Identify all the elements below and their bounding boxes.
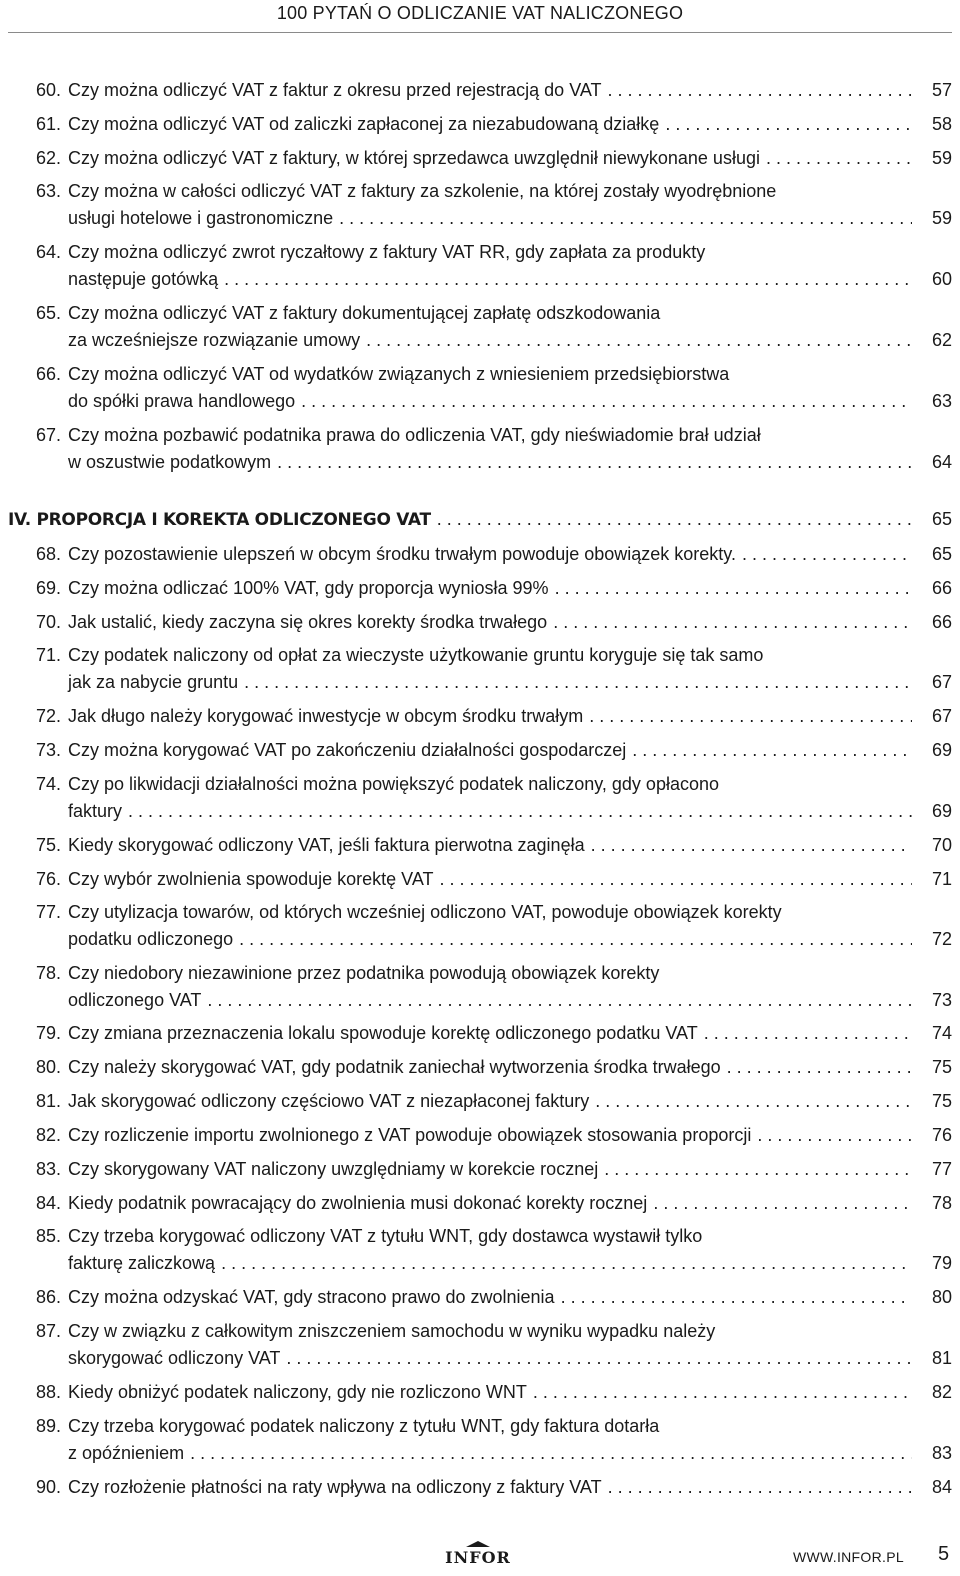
dot-leader (533, 1379, 912, 1406)
dot-leader (128, 798, 912, 825)
entry-title-line: Czy trzeba korygować odliczony VAT z tytułu WNT, gdy dostawca wystawił tylko (68, 1226, 703, 1246)
toc-entry[interactable] (36, 960, 952, 1014)
dot-leader (221, 1250, 912, 1277)
entry-title-line: Czy podatek naliczony od opłat za wieczyste użytkowanie gruntu koryguje się tak samo (68, 645, 764, 665)
toc-entry[interactable] (36, 1284, 952, 1311)
entry-number: 82. (36, 1125, 62, 1145)
toc-entry[interactable] (36, 1156, 952, 1183)
toc-entry[interactable] (36, 1088, 952, 1115)
toc-entry[interactable] (36, 1413, 952, 1467)
entry-page-number: 74 (931, 1023, 952, 1043)
entry-number: 72. (36, 706, 62, 726)
entry-page-number: 76 (931, 1125, 952, 1145)
toc-entry[interactable] (36, 737, 952, 764)
entry-number: 71. (36, 645, 62, 665)
toc-entry[interactable] (36, 609, 952, 636)
entry-number: 74. (36, 774, 62, 794)
entry-number: 68. (36, 544, 62, 564)
entry-title: Czy zmiana przeznaczenia lokalu spowoduje korektę odliczonego podatku VAT (68, 1023, 698, 1043)
entry-page-number: 65 (931, 544, 952, 564)
dot-leader (437, 506, 912, 533)
entry-number: 78. (36, 963, 62, 983)
entry-title: Jak ustalić, kiedy zaczyna się okres korekty środka trwałego (68, 612, 548, 632)
entry-title-line: faktury (68, 801, 123, 821)
entry-number: 61. (36, 114, 62, 134)
entry-title: Czy można odliczyć VAT z faktur z okresu przed rejestracją do VAT (68, 80, 602, 100)
entry-page-number: 78 (931, 1193, 952, 1213)
entry-title-line: podatku odliczonego (68, 929, 234, 949)
entry-page-number: 69 (931, 801, 952, 821)
dot-leader (608, 1474, 912, 1501)
entry-title: Czy należy skorygować VAT, gdy podatnik zaniechał wytworzenia środka trwałego (68, 1057, 721, 1077)
toc-entry[interactable] (36, 899, 952, 953)
entry-page-number: 67 (931, 706, 952, 726)
dot-leader (224, 266, 912, 293)
entry-page-number: 64 (931, 452, 952, 472)
entry-title-line: jak za nabycie gruntu (68, 672, 239, 692)
entry-title-line: fakturę zaliczkową (68, 1253, 216, 1273)
entry-title-line: za wcześniejsze rozwiązanie umowy (68, 330, 361, 350)
footer-page-number: 5 (938, 1543, 950, 1565)
toc-entry[interactable] (36, 145, 952, 172)
dot-leader (190, 1440, 912, 1467)
entry-number: 62. (36, 148, 62, 168)
entry-title-line: Czy utylizacja towarów, od których wcześniej odliczono VAT, powoduje obowiązek korekty (68, 902, 782, 922)
toc-entry[interactable] (36, 1122, 952, 1149)
toc-entry[interactable] (36, 111, 952, 138)
toc-entry[interactable] (36, 1379, 952, 1406)
entry-number: 90. (36, 1477, 62, 1497)
entry-number: 75. (36, 835, 62, 855)
entry-number: 63. (36, 181, 62, 201)
entry-title: Jak skorygować odliczony częściowo VAT z niezapłaconej faktury (68, 1091, 590, 1111)
dot-leader (665, 111, 912, 138)
entry-title: Kiedy obniżyć podatek naliczony, gdy nie rozliczono WNT (68, 1382, 527, 1402)
toc-entry[interactable] (36, 300, 952, 354)
entry-page-number: 80 (931, 1287, 952, 1307)
entry-title-line: w oszustwie podatkowym (68, 452, 272, 472)
entry-title-line: do spółki prawa handlowego (68, 391, 296, 411)
dot-leader (561, 1284, 912, 1311)
dot-leader (244, 669, 912, 696)
dot-leader (653, 1190, 912, 1217)
toc-entry[interactable] (36, 771, 952, 825)
dot-leader (591, 832, 912, 859)
dot-leader (608, 77, 912, 104)
entry-number: 88. (36, 1382, 62, 1402)
dot-leader (589, 703, 912, 730)
dot-leader (704, 1020, 912, 1047)
entry-number: 67. (36, 425, 62, 445)
entry-number: 77. (36, 902, 62, 922)
entry-title-line: usługi hotelowe i gastronomiczne (68, 208, 334, 228)
entry-title-line: Czy w związku z całkowitym zniszczeniem samochodu w wyniku wypadku należy (68, 1321, 716, 1341)
dot-leader (440, 866, 913, 893)
toc-entry[interactable] (36, 77, 952, 104)
entry-page-number: 79 (931, 1253, 952, 1273)
section-page-number: 65 (931, 509, 952, 529)
toc-entry[interactable] (36, 1318, 952, 1372)
entry-page-number: 66 (931, 612, 952, 632)
entry-title-line: Czy można odliczyć zwrot ryczałtowy z faktury VAT RR, gdy zapłata za produkty (68, 242, 706, 262)
toc-entry[interactable] (36, 178, 952, 232)
entry-page-number: 67 (931, 672, 952, 692)
entry-number: 87. (36, 1321, 62, 1341)
toc-entry[interactable] (36, 866, 952, 893)
entry-title-line: z opóźnieniem (68, 1443, 185, 1463)
entry-page-number: 73 (931, 990, 952, 1010)
entry-page-number: 83 (931, 1443, 952, 1463)
entry-number: 65. (36, 303, 62, 323)
entry-number: 81. (36, 1091, 62, 1111)
dot-leader (632, 737, 912, 764)
toc-entry[interactable] (36, 422, 952, 476)
entry-page-number: 57 (931, 80, 952, 100)
entry-title-line: Czy można odliczyć VAT od wydatków związanych z wniesieniem przedsiębiorstwa (68, 364, 730, 384)
entry-page-number: 59 (931, 208, 952, 228)
entry-title-line: Czy trzeba korygować podatek naliczony z tytułu WNT, gdy faktura dotarła (68, 1416, 660, 1436)
dot-leader (727, 1054, 912, 1081)
toc-entry[interactable] (36, 1020, 952, 1047)
entry-title: Czy skorygowany VAT naliczony uwzględniamy w korekcie rocznej (68, 1159, 599, 1179)
entry-number: 76. (36, 869, 62, 889)
toc-entry[interactable] (36, 575, 952, 602)
entry-title: Jak długo należy korygować inwestycje w obcym środku trwałym (68, 706, 584, 726)
entry-number: 69. (36, 578, 62, 598)
entry-number: 79. (36, 1023, 62, 1043)
toc-entry[interactable] (36, 239, 952, 293)
entry-number: 84. (36, 1193, 62, 1213)
dot-leader (595, 1088, 912, 1115)
entry-title: Czy można odliczyć VAT od zaliczki zapłaconej za niezabudowaną działkę (68, 114, 660, 134)
entry-number: 70. (36, 612, 62, 632)
entry-number: 80. (36, 1057, 62, 1077)
entry-page-number: 81 (931, 1348, 952, 1368)
toc-entry[interactable] (36, 1190, 952, 1217)
logo-text: INFOR (445, 1548, 511, 1566)
infor-logo (430, 1540, 526, 1566)
entry-page-number: 82 (931, 1382, 952, 1402)
entry-title: Czy można odliczyć VAT z faktury, w której sprzedawca uwzględnił niewykonane usługi (68, 148, 760, 168)
entry-title: Kiedy skorygować odliczony VAT, jeśli faktura pierwotna zaginęła (68, 835, 585, 855)
section-title: IV. PROPORCJA I KOREKTA ODLICZONEGO VAT (8, 510, 431, 530)
toc-entry[interactable] (36, 642, 952, 696)
dot-leader (301, 388, 912, 415)
footer-url: WWW.INFOR.PL (793, 1549, 904, 1565)
entry-number: 89. (36, 1416, 62, 1436)
toc-entry[interactable] (36, 1474, 952, 1501)
dot-leader (604, 1156, 912, 1183)
entry-title-line: Czy niedobory niezawinione przez podatnika powodują obowiązek korekty (68, 963, 660, 983)
entry-title: Czy rozłożenie płatności na raty wpływa na odliczony z faktury VAT (68, 1477, 602, 1497)
section-heading[interactable] (8, 506, 952, 534)
dot-leader (207, 987, 912, 1014)
entry-page-number: 75 (931, 1057, 952, 1077)
entry-page-number: 62 (931, 330, 952, 350)
entry-page-number: 72 (931, 929, 952, 949)
entry-page-number: 58 (931, 114, 952, 134)
toc-entry[interactable] (36, 832, 952, 859)
entry-number: 85. (36, 1226, 62, 1246)
entry-title-line: skorygować odliczony VAT (68, 1348, 281, 1368)
dot-leader (766, 145, 912, 172)
dot-leader (742, 541, 912, 568)
entry-number: 83. (36, 1159, 62, 1179)
dot-leader (366, 327, 912, 354)
entry-title-line: Czy po likwidacji działalności można powiększyć podatek naliczony, gdy opłacono (68, 774, 719, 794)
toc-entry[interactable] (36, 703, 952, 730)
entry-title: Czy wybór zwolnienia spowoduje korektę VAT (68, 869, 434, 889)
entry-number: 64. (36, 242, 62, 262)
dot-leader (286, 1345, 912, 1372)
dot-leader (553, 609, 912, 636)
toc-entry[interactable] (36, 1223, 952, 1277)
entry-title-line: Czy można pozbawić podatnika prawa do odliczenia VAT, gdy nieświadomie brał udział (68, 425, 761, 445)
entry-title: Czy pozostawienie ulepszeń w obcym środku trwałym powoduje obowiązek korekty. (68, 544, 736, 564)
entry-page-number: 59 (931, 148, 952, 168)
dot-leader (555, 575, 912, 602)
entry-number: 60. (36, 80, 62, 100)
entry-page-number: 66 (931, 578, 952, 598)
entry-title-line: odliczonego VAT (68, 990, 202, 1010)
entry-number: 73. (36, 740, 62, 760)
entry-title: Kiedy podatnik powracający do zwolnienia musi dokonać korekty rocznej (68, 1193, 648, 1213)
dot-leader (757, 1122, 912, 1149)
entry-title: Czy można korygować VAT po zakończeniu działalności gospodarczej (68, 740, 627, 760)
toc-entry[interactable] (36, 361, 952, 415)
entry-title: Czy można odliczać 100% VAT, gdy proporcja wyniosła 99% (68, 578, 549, 598)
dot-leader (277, 449, 912, 476)
entry-title-line: Czy można w całości odliczyć VAT z faktury za szkolenie, na której zostały wyodrębnione (68, 181, 777, 201)
entry-page-number: 70 (931, 835, 952, 855)
dot-leader (239, 926, 912, 953)
entry-page-number: 75 (931, 1091, 952, 1111)
entry-number: 86. (36, 1287, 62, 1307)
entry-page-number: 63 (931, 391, 952, 411)
entry-page-number: 77 (931, 1159, 952, 1179)
dot-leader (339, 205, 912, 232)
entry-page-number: 69 (931, 740, 952, 760)
entry-title: Czy rozliczenie importu zwolnionego z VAT powoduje obowiązek stosowania proporcji (68, 1125, 752, 1145)
entry-title-line: następuje gotówką (68, 269, 219, 289)
toc-entry[interactable] (36, 541, 952, 568)
entry-title: Czy można odzyskać VAT, gdy stracono prawo do zwolnienia (68, 1287, 555, 1307)
entry-page-number: 71 (931, 869, 952, 889)
entry-page-number: 84 (931, 1477, 952, 1497)
entry-number: 66. (36, 364, 62, 384)
toc-entry[interactable] (36, 1054, 952, 1081)
entry-title-line: Czy można odliczyć VAT z faktury dokumentującej zapłatę odszkodowania (68, 303, 661, 323)
entry-page-number: 60 (931, 269, 952, 289)
running-header: 100 PYTAŃ O ODLICZANIE VAT NALICZONEGO (276, 3, 684, 23)
